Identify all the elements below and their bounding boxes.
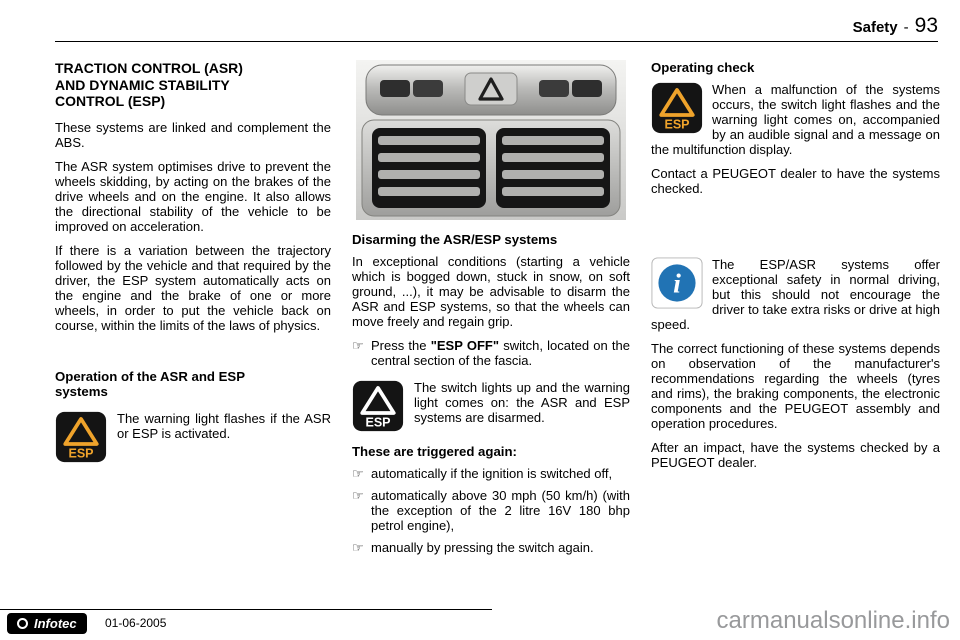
esp-disarmed-block	[352, 380, 630, 432]
bullet-text-post: switch, located on the central section of the fascia.	[371, 338, 630, 368]
page-title-line: CONTROL (ESP)	[55, 93, 166, 109]
watermark: carmanualsonline.info	[716, 607, 950, 634]
info-icon-label: i	[673, 268, 681, 300]
infotec-logo	[7, 613, 87, 634]
section-title: Safety	[852, 19, 898, 36]
infotec-logo-text: Infotec	[34, 616, 77, 631]
right-column	[651, 60, 940, 562]
esp-warning-light-icon	[352, 380, 404, 432]
bullet-text: automatically above 30 mph (50 km/h) (with the exception of the 2 litre 16V 180 bhp petrol engine),	[371, 488, 630, 533]
header-rule	[55, 41, 938, 42]
page-title-line: TRACTION CONTROL (ASR)	[55, 60, 243, 76]
header-separator: -	[903, 19, 909, 36]
bullet-text: automatically if the ignition is switched off,	[371, 466, 613, 481]
console-button	[572, 80, 602, 97]
list-item	[352, 540, 630, 555]
body-paragraph: These systems are linked and complement the ABS.	[55, 119, 331, 150]
body-paragraph: If there is a variation between the trajectory followed by the vehicle and that required by the driver, the ESP system automatically acts on the engine and the brake of one or more wheels, in order to put the vehicle back on course, within the limits of the laws of physics.	[55, 242, 331, 333]
pointer-bullet-icon: ☞	[352, 488, 364, 503]
page-title	[55, 60, 331, 110]
esp-warning-light-icon	[55, 411, 107, 463]
console-button	[539, 80, 569, 97]
subsection-heading-operating-check: Operating check	[651, 60, 755, 75]
malfunction-block	[651, 82, 940, 157]
esp-icon-label: ESP	[68, 445, 94, 460]
subsection-heading-operation: Operation of the ASR and ESP systems	[55, 368, 245, 399]
bullet-text-pre: Press the	[371, 338, 431, 353]
instruction-bullet	[352, 338, 630, 368]
pointer-bullet-icon: ☞	[352, 466, 364, 481]
console-button	[380, 80, 410, 97]
info-note-block	[651, 257, 940, 332]
subsection-heading-retrigger: These are triggered again:	[352, 444, 517, 459]
esp-icon-label: ESP	[664, 117, 690, 132]
middle-column	[352, 60, 630, 562]
console-button	[413, 80, 443, 97]
esp-warning-text: The warning light flashes if the ASR or ESP is activated.	[117, 410, 331, 441]
spacer	[651, 205, 940, 257]
contact-dealer-text: Contact a PEUGEOT dealer to have the systems checked.	[651, 166, 940, 196]
page-title-line: AND DYNAMIC STABILITY	[55, 76, 230, 93]
info-icon	[651, 257, 703, 309]
esp-disarmed-text: The switch lights up and the warning light comes on: the ASR and ESP systems are disarmed.	[414, 380, 630, 425]
bullet-text: manually by pressing the switch again.	[371, 540, 594, 555]
pointer-bullet-icon: ☞	[352, 338, 364, 353]
body-paragraph: In exceptional conditions (starting a vehicle which is bogged down, stuck in snow, on soft ground, ...), it may be advisable to disarm the ASR and ESP systems, so that the wheels can move freely and regain grip.	[352, 254, 630, 329]
esp-icon-label: ESP	[365, 415, 391, 430]
content-columns	[55, 60, 941, 562]
footer-rule	[0, 609, 492, 610]
page-number: 93	[914, 14, 938, 37]
after-impact-text: After an impact, have the systems checked by a PEUGEOT dealer.	[651, 440, 940, 470]
footer-date: 01-06-2005	[105, 616, 167, 630]
list-item	[352, 466, 630, 481]
body-paragraph: The ASR system optimises drive to prevent the wheels skidding, by acting on the brakes of the drive wheels and on the engine. It also allows the directional stability of the vehicle to be improved on acceleration.	[55, 158, 331, 234]
bullet-text	[371, 338, 630, 368]
left-column	[55, 60, 331, 562]
esp-warning-light-block	[55, 411, 331, 463]
page-header	[853, 14, 938, 38]
infotec-logo-mark	[17, 618, 28, 629]
esp-warning-light-icon	[651, 82, 703, 134]
subsection-heading-disarming: Disarming the ASR/ESP systems	[352, 232, 558, 247]
list-item	[352, 488, 630, 533]
pointer-bullet-icon: ☞	[352, 540, 364, 555]
info-note-text: The ESP/ASR systems offer exceptional safety in normal driving, but this should not encourage the driver to take extra risks or drive at high speed.	[651, 257, 940, 332]
center-console-photo	[356, 60, 626, 220]
correct-functioning-text: The correct functioning of these systems depends on observation of the manufacturer's recommendations regarding the wheels (tyres and rims), the braking components, the electronic components and the PEUGEOT assembly and operation procedures.	[651, 341, 940, 431]
malfunction-text: When a malfunction of the systems occurs, the switch light flashes and the warning light comes on, accompanied by an audible signal and a message on the multifunction display.	[651, 82, 940, 157]
esp-off-switch-label: "ESP OFF"	[430, 338, 500, 353]
